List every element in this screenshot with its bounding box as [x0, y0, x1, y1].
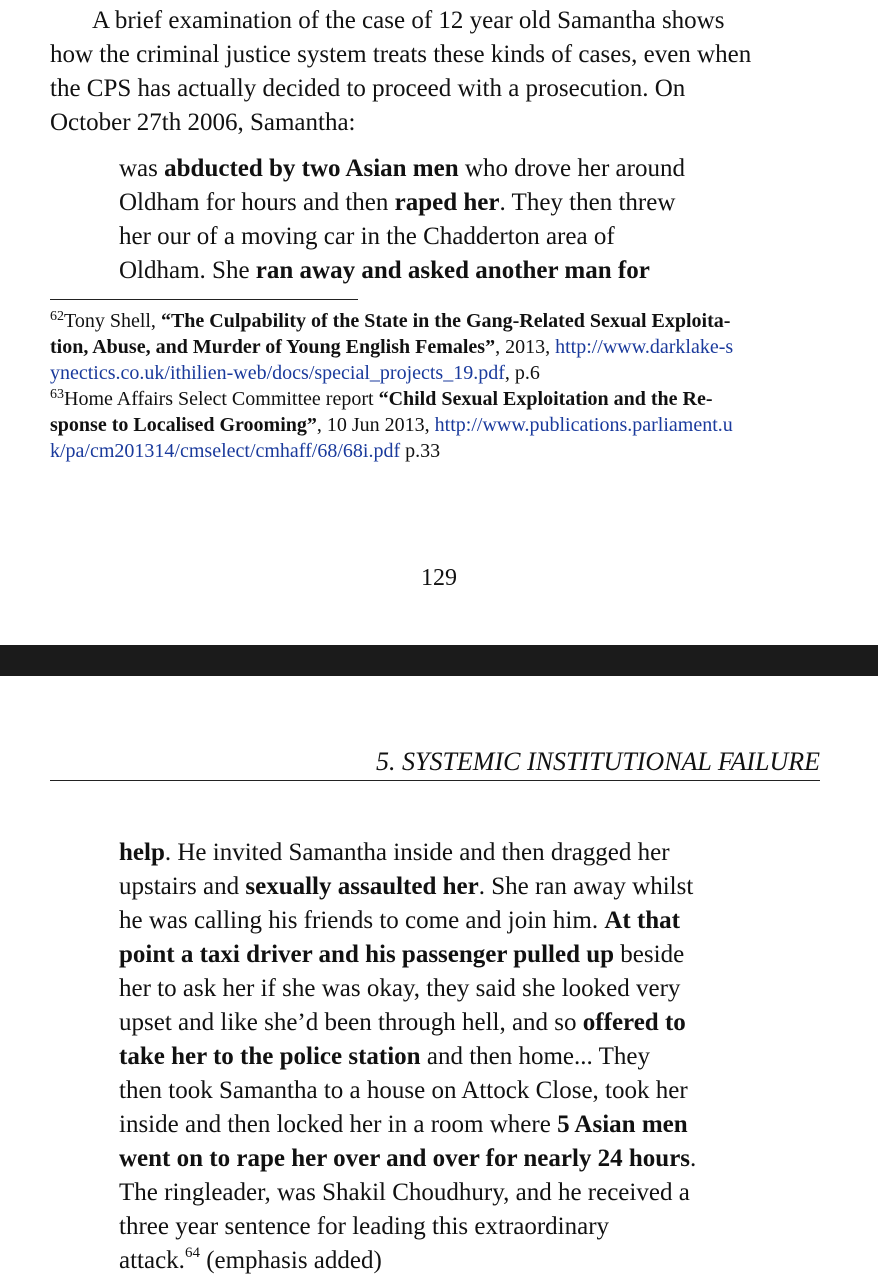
quote-line: [119, 220, 769, 254]
quote-text: he was calling his friends to come and join him.: [119, 907, 605, 934]
intro-paragraph: [50, 4, 830, 140]
quote-line: [119, 1210, 769, 1244]
emphasis-note: (emphasis added): [199, 1247, 382, 1274]
quote-text: The ringleader, was Shakil Choudhury, and he received a: [119, 1179, 690, 1206]
quote-line-last: [119, 1244, 769, 1278]
emphasis-text: help: [119, 839, 165, 866]
emphasis-text: offered to: [582, 1009, 686, 1036]
page-number: 129: [421, 565, 457, 591]
quote-line: [119, 1108, 769, 1142]
footnote-text: , 10 Jun 2013,: [316, 414, 435, 436]
emphasis-text: raped her: [394, 189, 500, 216]
footnote-title: tion, Abuse, and Murder of Young English Females”: [50, 336, 496, 358]
header-rule: [50, 780, 820, 781]
footnote-text: Tony Shell,: [64, 310, 161, 332]
footnote-text: , 2013,: [495, 336, 556, 358]
quote-line: [119, 836, 769, 870]
footnote-number: 63: [50, 387, 64, 402]
footnote-url: k/pa/cm201314/cmselect/cmhaff/68/68i.pdf: [50, 440, 401, 462]
quote-line: [119, 1040, 769, 1074]
footnote-title: “Child Sexual Exploitation and the Re-: [378, 388, 713, 410]
paragraph-line: October 27th 2006, Samantha:: [50, 109, 356, 136]
emphasis-text: 5 Asian men: [557, 1111, 688, 1138]
quote-text: her to ask her if she was okay, they said she looked very: [119, 975, 681, 1002]
quote-text: three year sentence for leading this extraordinary: [119, 1213, 610, 1240]
emphasis-text: abducted by two Asian men: [164, 155, 459, 182]
emphasis-text: At that: [604, 907, 681, 934]
footnote-63-line: [50, 412, 830, 438]
quote-text: Oldham. She: [119, 257, 256, 284]
page-130: [0, 676, 878, 1276]
page-separator: [0, 645, 878, 676]
quote-line: [119, 254, 769, 288]
quote-text: inside and then locked her in a room where: [119, 1111, 558, 1138]
footnote-text: Home Affairs Select Committee report: [64, 388, 379, 410]
footnote-url: ynectics.co.uk/ithilien-web/docs/special_projects_19.pdf: [50, 362, 505, 384]
quote-text: was: [119, 155, 165, 182]
footnote-number: 62: [50, 309, 64, 324]
quote-line: [119, 1006, 769, 1040]
quote-line: [119, 904, 769, 938]
emphasis-text: went on to rape her over and over for nearly 24 hours: [119, 1145, 691, 1172]
block-quote-start: [119, 152, 769, 288]
quote-text: her our of a moving car in the Chadderton area of: [119, 223, 615, 250]
quote-text: Oldham for hours and then: [119, 189, 395, 216]
paragraph-line: the CPS has actually decided to proceed with a prosecution. On: [50, 75, 686, 102]
quote-text: . They then threw: [499, 189, 676, 216]
footnote-62-line: [50, 334, 830, 360]
quote-line: [119, 938, 769, 972]
quote-line: [119, 186, 769, 220]
footnote-reference-64: 64: [184, 1245, 200, 1261]
paragraph-line: A brief examination of the case of 12 year old Samantha shows: [92, 7, 725, 34]
quote-text: .: [690, 1145, 697, 1172]
block-quote-continued: [119, 836, 769, 1278]
footnotes: [50, 308, 830, 464]
quote-text: who drove her around: [458, 155, 685, 182]
quote-line: [119, 152, 769, 186]
chapter-running-header: 5. SYSTEMIC INSTITUTIONAL FAILURE: [376, 747, 820, 776]
quote-text: beside: [614, 941, 685, 968]
footnote-62-line: [50, 308, 830, 334]
emphasis-text: ran away and asked another man for: [255, 257, 650, 284]
footnote-62-line: [50, 360, 830, 386]
footnote-rule: [50, 299, 358, 300]
footnote-text: p.33: [400, 440, 441, 462]
footnote-url: http://www.publications.parliament.u: [434, 414, 733, 436]
emphasis-text: take her to the police station: [119, 1043, 421, 1070]
footnote-63-line: [50, 386, 830, 412]
quote-line: [119, 1142, 769, 1176]
quote-line: [119, 1074, 769, 1108]
paragraph-line: how the criminal justice system treats these kinds of cases, even when: [50, 41, 752, 68]
quote-line: [119, 870, 769, 904]
quote-line: [119, 972, 769, 1006]
footnote-url: http://www.darklake-s: [555, 336, 734, 358]
quote-text: . He invited Samantha inside and then dragged her: [164, 839, 670, 866]
emphasis-text: sexually assaulted her: [245, 873, 479, 900]
footnote-text: , p.6: [504, 362, 540, 384]
quote-text: upset and like she’d been through hell, and so: [119, 1009, 583, 1036]
quote-text: and then home... They: [420, 1043, 650, 1070]
quote-text: attack.: [119, 1247, 185, 1274]
footnote-title: “The Culpability of the State in the Gang-Related Sexual Exploita-: [160, 310, 731, 332]
footnote-63-line: [50, 438, 830, 464]
emphasis-text: point a taxi driver and his passenger pulled up: [119, 941, 615, 968]
footnote-title: sponse to Localised Grooming”: [50, 414, 317, 436]
quote-line: [119, 1176, 769, 1210]
quote-text: . She ran away whilst: [478, 873, 694, 900]
quote-text: upstairs and: [119, 873, 246, 900]
quote-text: then took Samantha to a house on Attock Close, took her: [119, 1077, 688, 1104]
